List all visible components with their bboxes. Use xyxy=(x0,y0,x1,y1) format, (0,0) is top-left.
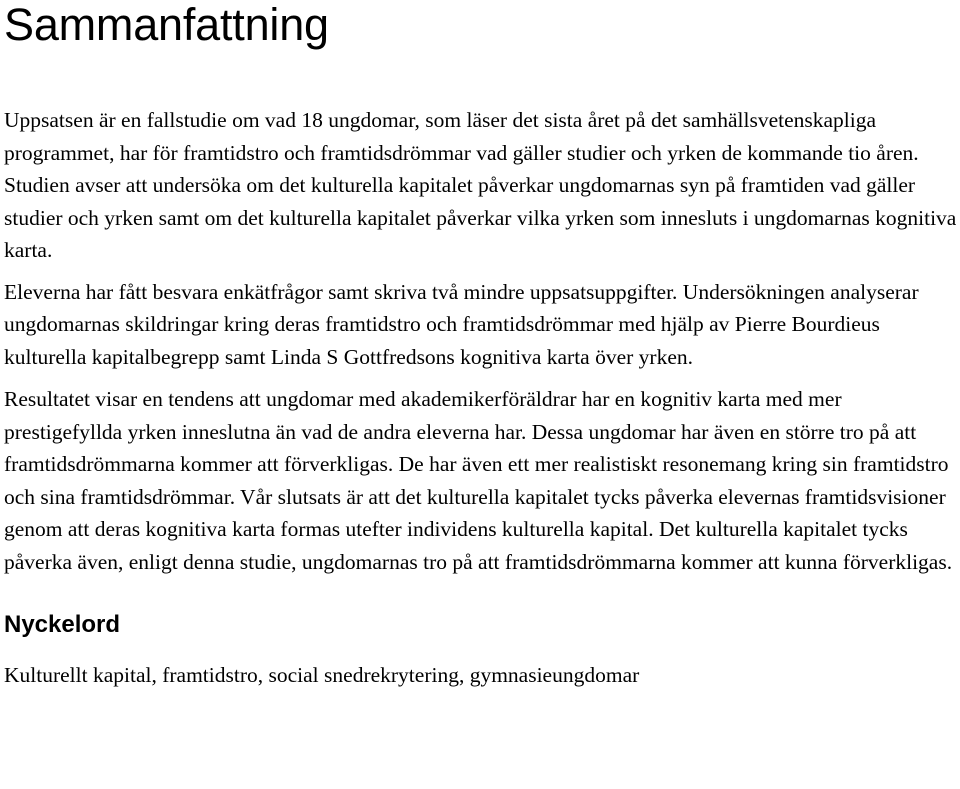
keywords-list: Kulturellt kapital, framtidstro, social snedrekrytering, gymnasieungdomar xyxy=(4,663,640,687)
keywords-heading: Nyckelord xyxy=(4,611,121,638)
abstract-paragraph-1: Uppsatsen är en fallstudie om vad 18 ungdomar, som läser det sista året på det samhällsvetenskapliga programmet, har för framtidstro och framtidsdrömmar vad gäller studier och yrken de kommande tio åren. Studien avser att undersöka om det kulturella kapitalet påverkar ungdomarnas syn på framtiden vad gäller studier och yrken samt om det kulturella kapitalet påverkar vilka yrken som innesluts i ungdomarnas kognitiva karta. xyxy=(4,108,957,262)
document-page xyxy=(4,0,958,690)
abstract-paragraph-2: Eleverna har fått besvara enkätfrågor samt skriva två mindre uppsatsuppgifter. Undersökningen analyserar ungdomarnas skildringar kring deras framtidstro och framtidsdrömmar med hjälp av Pierre Bourdieus kulturella kapitalbegrepp samt Linda S Gottfredsons kognitiva karta över yrken. xyxy=(4,279,919,369)
page-title: Sammanfattning xyxy=(4,0,329,50)
abstract-paragraph-3: Resultatet visar en tendens att ungdomar med akademikerföräldrar har en kognitiv karta med mer prestigefyllda yrken inneslutna än vad de andra eleverna har. Dessa ungdomar har även en större tro på att framtidsdrömmarna kommer att förverkligas. De har även ett mer realistiskt resonemang kring sin framtidstro och sina framtidsdrömmar. Vår slutsats är att det kulturella kapitalet tycks påverka elevernas framtidsvisioner genom att deras kognitiva karta formas utefter individens kulturella kapital. Det kulturella kapitalet tycks påverka även, enligt denna studie, ungdomarnas tro på att framtidsdrömmarna kommer att kunna förverkligas. xyxy=(4,387,953,574)
